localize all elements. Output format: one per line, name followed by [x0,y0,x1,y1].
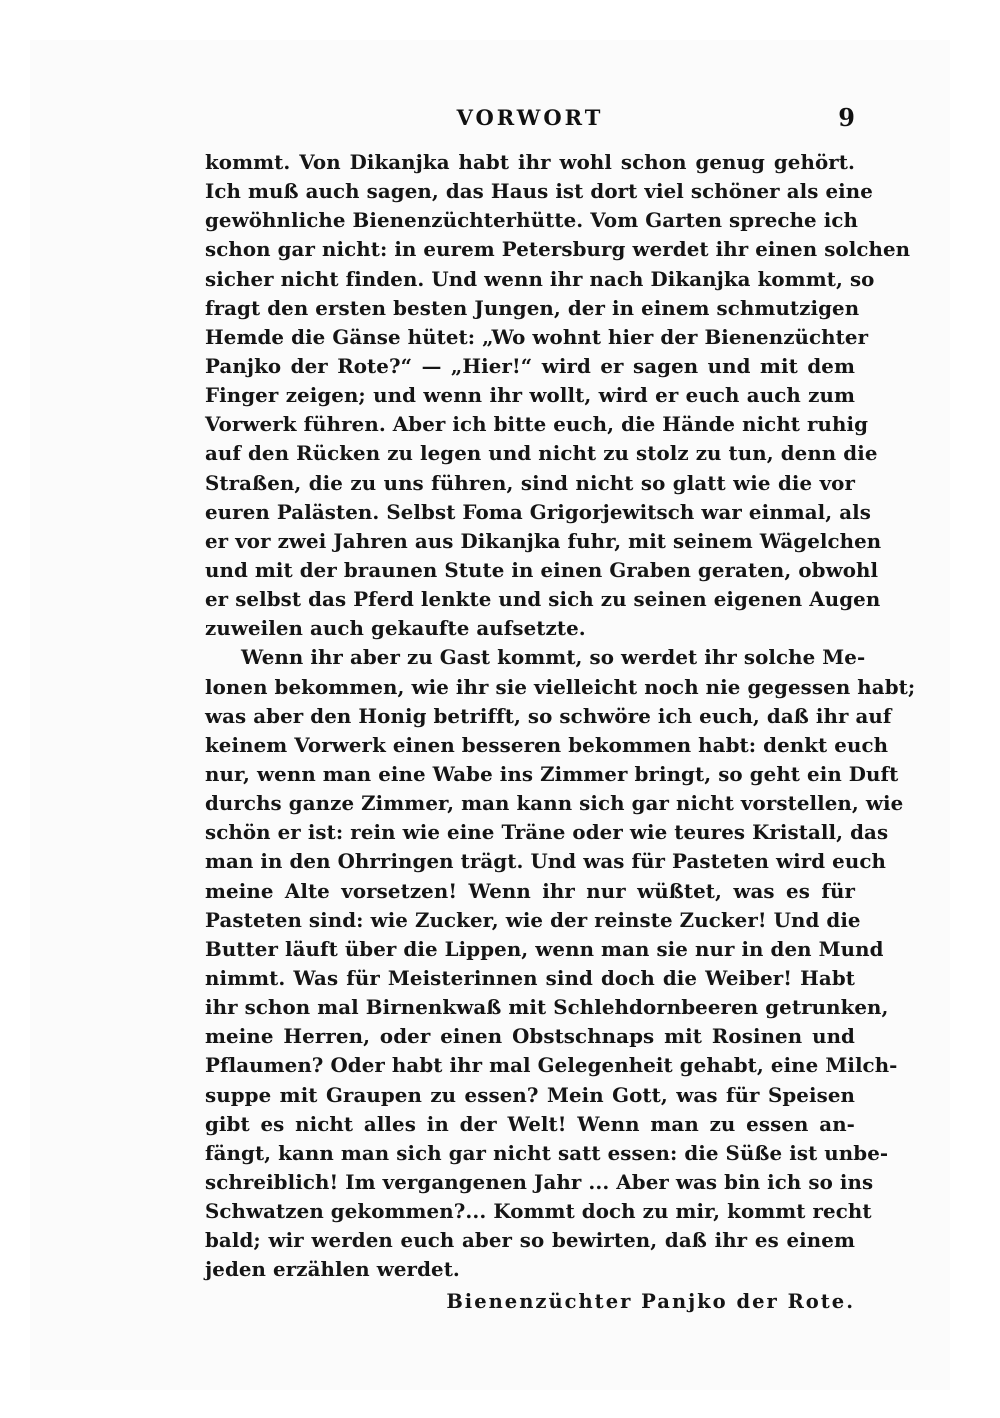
paragraph-end-line: jeden erzählen werdet. [205,1257,460,1282]
running-head-title: VORWORT [456,105,604,130]
body-text [205,148,916,1284]
text-line: durchs ganze Zimmer, man kann sich gar nicht vorstellen, wie [205,791,904,816]
text-line: Panjko der Rote?“ — „Hier!“ wird er sagen und mit dem [205,353,855,378]
text-line: Straßen, die zu uns führen, sind nicht so glatt wie die vor [205,470,855,495]
text-line: suppe mit Graupen zu essen? Mein Gott, was für Speisen [205,1082,855,1107]
text-line: nimmt. Was für Meisterinnen sind doch die Weiber! Habt [205,965,855,990]
text-line: schön er ist: rein wie eine Träne oder wie teures Kristall, das [205,820,889,845]
text-line: er vor zwei Jahren aus Dikanjka fuhr, mit seinem Wägelchen [205,528,882,553]
page-header [205,103,855,133]
text-line: Pasteten sind: wie Zucker, wie der reinste Zucker! Und die [205,907,861,932]
signature-line: Bienenzüchter Panjko der Rote. [446,1290,855,1313]
text-line: gewöhnliche Bienenzüchterhütte. Vom Garten spreche ich [205,208,858,233]
text-line: er selbst das Pferd lenkte und sich zu seinen eigenen Augen [205,587,881,612]
page-number: 9 [838,103,855,132]
text-line: kommt. Von Dikanjka habt ihr wohl schon genug gehört. [205,150,855,174]
text-line: schon gar nicht: in eurem Petersburg werdet ihr einen solchen [205,237,911,262]
text-line: Pflaumen? Oder habt ihr mal Gelegenheit gehabt, eine Milch- [205,1053,898,1078]
text-line: Finger zeigen; und wenn ihr wollt, wird er euch auch zum [205,383,855,408]
text-line: und mit der braunen Stute in einen Graben geraten, obwohl [205,557,879,582]
text-line: fragt den ersten besten Jungen, der in einem schmutzigen [205,295,860,320]
text-line: sicher nicht finden. Und wenn ihr nach Dikanjka kommt, so [205,266,875,291]
text-line: Butter läuft über die Lippen, wenn man sie nur in den Mund [205,936,884,961]
text-line: gibt es nicht alles in der Welt! Wenn man zu essen an- [205,1111,855,1136]
text-line: meine Alte vorsetzen! Wenn ihr nur wüßtet, was es für [205,878,855,903]
text-line: bald; wir werden euch aber so bewirten, daß ihr es einem [205,1228,855,1253]
text-line: nur, wenn man eine Wabe ins Zimmer bringt, so geht ein Duft [205,761,899,786]
text-line: schreiblich! Im vergangenen Jahr ... Aber was bin ich so ins [205,1169,874,1194]
text-line: man in den Ohrringen trägt. Und was für Pasteten wird euch [205,849,886,874]
text-line: fängt, kann man sich gar nicht satt essen: die Süße ist unbe- [205,1140,889,1165]
text-line: Ich muß auch sagen, das Haus ist dort viel schöner als eine [205,179,873,204]
text-line: auf den Rücken zu legen und nicht zu stolz zu tun, denn die [205,441,878,466]
text-line: meine Herren, oder einen Obstschnaps mit Rosinen und [205,1024,855,1049]
text-line: keinem Vorwerk einen besseren bekommen habt: denkt euch [205,732,889,757]
text-line: was aber den Honig betrifft, so schwöre ich euch, daß ihr auf [205,703,892,728]
text-line: Vorwerk führen. Aber ich bitte euch, die Hände nicht ruhig [205,412,869,437]
paragraph-end-line: zuweilen auch gekaufte aufsetzte. [205,616,586,641]
paragraph-start-line: Wenn ihr aber zu Gast kommt, so werdet ihr solche Me- [241,645,866,670]
text-line: Schwatzen gekommen?... Kommt doch zu mir, kommt recht [205,1199,872,1224]
text-line: ihr schon mal Birnenkwaß mit Schlehdornbeeren getrunken, [205,995,889,1020]
text-line: lonen bekommen, wie ihr sie vielleicht noch nie gegessen habt; [205,674,916,699]
text-line: euren Palästen. Selbst Foma Grigorjewitsch war einmal, als [205,499,872,524]
text-line: Hemde die Gänse hütet: „Wo wohnt hier der Bienenzüchter [205,324,869,349]
